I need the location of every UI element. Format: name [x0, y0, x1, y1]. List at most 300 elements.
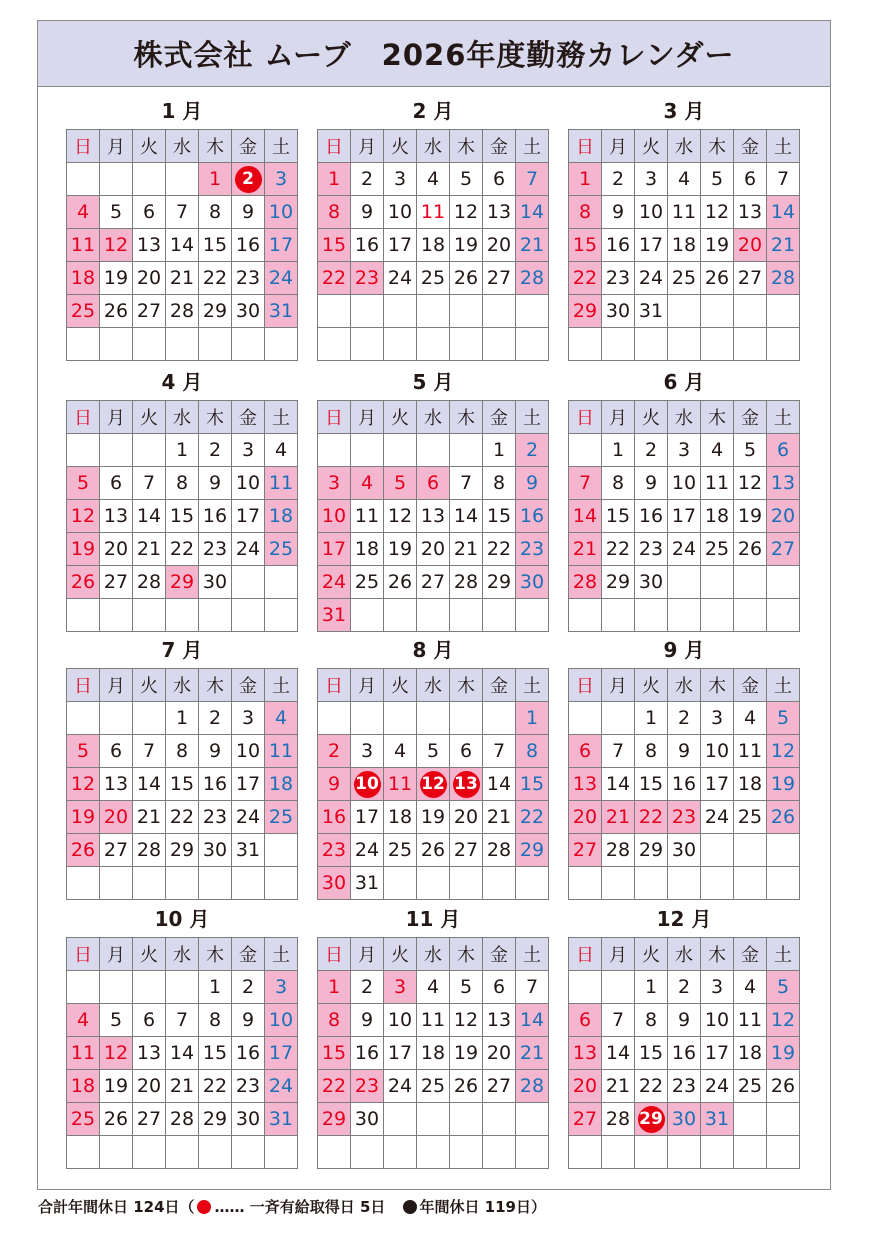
weekday-label: 木 [450, 401, 483, 434]
day-cell: 1 [483, 434, 516, 467]
day-cell: 20 [569, 1070, 602, 1103]
weekday-header-row [569, 401, 800, 434]
day-cell: 19 [67, 533, 100, 566]
weekday-label: 土 [265, 669, 298, 702]
month-grid [317, 400, 549, 632]
month-title: 9 月 [663, 638, 705, 662]
empty-cell [133, 163, 166, 196]
weekday-label: 土 [265, 401, 298, 434]
weekday-label: 水 [417, 938, 450, 971]
week-row [569, 196, 800, 229]
empty-cell [701, 599, 734, 632]
day-cell: 17 [318, 533, 351, 566]
day-cell: 6 [450, 735, 483, 768]
empty-cell [265, 1136, 298, 1169]
day-cell: 30 [668, 1103, 701, 1136]
week-row [569, 163, 800, 196]
day-cell: 28 [602, 1103, 635, 1136]
day-cell: 1 [635, 702, 668, 735]
day-cell: 19 [67, 801, 100, 834]
week-row [67, 566, 298, 599]
day-cell [417, 768, 450, 801]
week-row [318, 735, 549, 768]
weekday-label: 木 [450, 130, 483, 163]
day-cell: 4 [417, 971, 450, 1004]
day-cell: 4 [67, 196, 100, 229]
day-cell: 13 [569, 768, 602, 801]
day-cell: 23 [516, 533, 549, 566]
black-dot-icon [403, 1200, 417, 1214]
day-cell [450, 768, 483, 801]
day-cell: 15 [318, 1037, 351, 1070]
day-cell: 9 [199, 467, 232, 500]
weekday-label: 日 [67, 669, 100, 702]
day-cell: 31 [351, 867, 384, 900]
day-cell: 14 [767, 196, 800, 229]
month-title: 6 月 [663, 370, 705, 394]
empty-cell [67, 971, 100, 1004]
week-row [318, 467, 549, 500]
day-cell: 24 [318, 566, 351, 599]
day-cell: 19 [384, 533, 417, 566]
empty-cell [668, 1136, 701, 1169]
weekday-label: 金 [232, 669, 265, 702]
day-cell: 4 [417, 163, 450, 196]
day-cell: 19 [734, 500, 767, 533]
day-cell: 4 [701, 434, 734, 467]
weekday-header-row [318, 401, 549, 434]
day-cell: 28 [133, 566, 166, 599]
weekday-label: 月 [351, 669, 384, 702]
day-cell: 19 [767, 768, 800, 801]
weekday-label: 木 [450, 938, 483, 971]
weekday-label: 木 [701, 669, 734, 702]
empty-cell [516, 1103, 549, 1136]
week-row [67, 295, 298, 328]
day-cell: 30 [199, 566, 232, 599]
empty-cell [133, 328, 166, 361]
day-cell: 1 [199, 163, 232, 196]
title-bar [38, 21, 830, 87]
weekday-header-row [318, 938, 549, 971]
day-cell: 17 [668, 500, 701, 533]
day-cell: 8 [602, 467, 635, 500]
day-cell: 29 [199, 295, 232, 328]
day-cell: 24 [265, 1070, 298, 1103]
day-cell: 23 [232, 262, 265, 295]
weekday-label: 金 [734, 669, 767, 702]
week-row [569, 735, 800, 768]
day-cell: 25 [384, 834, 417, 867]
day-cell: 13 [133, 229, 166, 262]
day-cell: 2 [199, 434, 232, 467]
day-cell: 26 [450, 262, 483, 295]
weekday-label: 火 [384, 130, 417, 163]
day-cell: 25 [701, 533, 734, 566]
day-cell: 21 [516, 229, 549, 262]
empty-cell [100, 867, 133, 900]
day-cell: 7 [166, 1004, 199, 1037]
day-cell: 9 [351, 196, 384, 229]
day-cell: 9 [232, 196, 265, 229]
day-cell: 3 [318, 467, 351, 500]
empty-cell [67, 163, 100, 196]
day-cell: 13 [100, 768, 133, 801]
day-cell: 13 [483, 196, 516, 229]
day-cell: 3 [265, 971, 298, 1004]
weekday-header-row [569, 938, 800, 971]
day-cell: 31 [265, 295, 298, 328]
day-cell: 26 [100, 295, 133, 328]
empty-cell [318, 328, 351, 361]
day-cell: 31 [265, 1103, 298, 1136]
empty-cell [734, 1103, 767, 1136]
day-cell: 15 [602, 500, 635, 533]
empty-cell [318, 295, 351, 328]
weekday-label: 水 [166, 130, 199, 163]
week-row [318, 599, 549, 632]
weekday-header-row [569, 130, 800, 163]
day-cell: 27 [133, 1103, 166, 1136]
empty-cell [100, 1136, 133, 1169]
empty-cell [569, 599, 602, 632]
day-cell: 2 [668, 971, 701, 1004]
weekday-label: 月 [602, 130, 635, 163]
weekday-label: 火 [384, 401, 417, 434]
empty-cell [450, 434, 483, 467]
week-row [318, 1004, 549, 1037]
day-cell: 22 [483, 533, 516, 566]
day-cell: 31 [635, 295, 668, 328]
empty-cell [668, 328, 701, 361]
day-cell: 2 [516, 434, 549, 467]
day-cell: 30 [199, 834, 232, 867]
weekday-label: 火 [635, 401, 668, 434]
weekday-label: 火 [384, 669, 417, 702]
day-cell: 1 [635, 971, 668, 1004]
weekday-label: 土 [516, 669, 549, 702]
weekday-label: 火 [635, 130, 668, 163]
week-row [569, 434, 800, 467]
day-cell: 23 [668, 1070, 701, 1103]
day-cell: 15 [199, 229, 232, 262]
day-cell: 6 [417, 467, 450, 500]
day-cell: 15 [635, 1037, 668, 1070]
week-row [569, 971, 800, 1004]
weekday-label: 水 [417, 401, 450, 434]
weekday-label: 水 [417, 669, 450, 702]
empty-cell [602, 599, 635, 632]
day-cell: 23 [199, 801, 232, 834]
day-cell: 4 [351, 467, 384, 500]
day-cell: 4 [265, 702, 298, 735]
empty-cell [701, 295, 734, 328]
weekday-label: 土 [767, 130, 800, 163]
paid-leave-day-marker: 12 [420, 771, 447, 798]
empty-cell [767, 1136, 800, 1169]
day-cell: 26 [450, 1070, 483, 1103]
week-row [67, 599, 298, 632]
week-row [569, 867, 800, 900]
day-cell: 6 [734, 163, 767, 196]
day-cell: 10 [701, 1004, 734, 1037]
week-row [318, 971, 549, 1004]
day-cell: 8 [166, 735, 199, 768]
day-cell: 19 [450, 229, 483, 262]
weekday-label: 土 [265, 130, 298, 163]
day-cell: 7 [516, 971, 549, 1004]
day-cell: 29 [602, 566, 635, 599]
day-cell: 20 [133, 1070, 166, 1103]
week-row [67, 1037, 298, 1070]
week-row [67, 533, 298, 566]
day-cell: 23 [668, 801, 701, 834]
week-row [569, 768, 800, 801]
day-cell: 27 [483, 262, 516, 295]
day-cell: 13 [734, 196, 767, 229]
week-row [569, 599, 800, 632]
weekday-label: 水 [166, 669, 199, 702]
day-cell: 12 [67, 768, 100, 801]
day-cell: 16 [318, 801, 351, 834]
empty-cell [67, 1136, 100, 1169]
month-grid [66, 668, 298, 900]
empty-cell [384, 702, 417, 735]
weekday-header-row [67, 130, 298, 163]
day-cell: 25 [417, 1070, 450, 1103]
day-cell: 18 [734, 768, 767, 801]
empty-cell [569, 702, 602, 735]
week-row [67, 1004, 298, 1037]
day-cell: 24 [232, 801, 265, 834]
month-title: 3 月 [663, 99, 705, 123]
month-grid [317, 129, 549, 361]
weekday-label: 木 [450, 669, 483, 702]
day-cell: 22 [602, 533, 635, 566]
page-title: 株式会社 ムーブ 2026年度勤務カレンダー [133, 38, 735, 72]
week-row [67, 801, 298, 834]
day-cell: 23 [351, 262, 384, 295]
day-cell: 2 [199, 702, 232, 735]
weekday-label: 水 [668, 938, 701, 971]
day-cell: 7 [569, 467, 602, 500]
day-cell: 5 [450, 971, 483, 1004]
day-cell: 9 [602, 196, 635, 229]
week-row [569, 566, 800, 599]
day-cell: 18 [351, 533, 384, 566]
day-cell: 14 [133, 768, 166, 801]
weekday-label: 月 [602, 669, 635, 702]
empty-cell [668, 295, 701, 328]
week-row [569, 1037, 800, 1070]
day-cell: 27 [450, 834, 483, 867]
week-row [318, 500, 549, 533]
day-cell: 9 [668, 735, 701, 768]
day-cell: 21 [166, 262, 199, 295]
day-cell: 20 [133, 262, 166, 295]
day-cell: 18 [67, 262, 100, 295]
weekday-label: 木 [701, 130, 734, 163]
weekday-label: 火 [133, 938, 166, 971]
empty-cell [734, 295, 767, 328]
empty-cell [265, 834, 298, 867]
weekday-label: 月 [100, 130, 133, 163]
day-cell: 14 [516, 1004, 549, 1037]
empty-cell [318, 1136, 351, 1169]
empty-cell [67, 328, 100, 361]
day-cell: 25 [734, 801, 767, 834]
day-cell: 26 [384, 566, 417, 599]
day-cell: 24 [232, 533, 265, 566]
empty-cell [516, 328, 549, 361]
month-title: 1 月 [161, 99, 203, 123]
empty-cell [602, 702, 635, 735]
week-row [318, 196, 549, 229]
day-cell: 20 [569, 801, 602, 834]
empty-cell [734, 1136, 767, 1169]
week-row [318, 1037, 549, 1070]
day-cell: 30 [635, 566, 668, 599]
day-cell: 19 [100, 1070, 133, 1103]
day-cell: 10 [232, 735, 265, 768]
day-cell: 5 [417, 735, 450, 768]
week-row [318, 1070, 549, 1103]
empty-cell [265, 328, 298, 361]
week-row [67, 1103, 298, 1136]
day-cell: 12 [100, 1037, 133, 1070]
empty-cell [100, 328, 133, 361]
week-row [67, 467, 298, 500]
empty-cell [569, 328, 602, 361]
day-cell: 13 [133, 1037, 166, 1070]
day-cell: 28 [516, 1070, 549, 1103]
empty-cell [417, 867, 450, 900]
day-cell: 12 [450, 1004, 483, 1037]
day-cell: 20 [483, 229, 516, 262]
empty-cell [483, 599, 516, 632]
day-cell: 6 [483, 971, 516, 1004]
day-cell: 5 [767, 702, 800, 735]
week-row [318, 262, 549, 295]
day-cell: 19 [701, 229, 734, 262]
day-cell: 20 [734, 229, 767, 262]
day-cell: 2 [318, 735, 351, 768]
empty-cell [483, 867, 516, 900]
week-row [67, 971, 298, 1004]
weekday-label: 金 [232, 938, 265, 971]
weekday-label: 金 [734, 938, 767, 971]
week-row [318, 328, 549, 361]
weekday-label: 月 [351, 130, 384, 163]
week-row [318, 768, 549, 801]
empty-cell [602, 971, 635, 1004]
day-cell: 17 [265, 229, 298, 262]
day-cell: 25 [668, 262, 701, 295]
day-cell: 12 [384, 500, 417, 533]
day-cell: 5 [67, 735, 100, 768]
day-cell: 13 [767, 467, 800, 500]
empty-cell [767, 328, 800, 361]
day-cell: 20 [483, 1037, 516, 1070]
empty-cell [602, 867, 635, 900]
weekday-label: 日 [569, 669, 602, 702]
day-cell: 23 [635, 533, 668, 566]
weekday-label: 火 [133, 401, 166, 434]
day-cell: 17 [384, 1037, 417, 1070]
day-cell: 7 [602, 735, 635, 768]
empty-cell [569, 971, 602, 1004]
weekday-label: 水 [668, 130, 701, 163]
day-cell: 4 [734, 702, 767, 735]
day-cell: 14 [133, 500, 166, 533]
day-cell: 13 [483, 1004, 516, 1037]
day-cell: 3 [351, 735, 384, 768]
day-cell: 21 [569, 533, 602, 566]
empty-cell [166, 867, 199, 900]
day-cell: 11 [734, 735, 767, 768]
day-cell: 10 [668, 467, 701, 500]
day-cell: 13 [569, 1037, 602, 1070]
day-cell: 5 [67, 467, 100, 500]
month-title: 11 月 [405, 907, 461, 931]
empty-cell [450, 1136, 483, 1169]
empty-cell [384, 1103, 417, 1136]
day-cell: 6 [483, 163, 516, 196]
day-cell: 13 [417, 500, 450, 533]
day-cell: 1 [602, 434, 635, 467]
day-cell: 6 [133, 1004, 166, 1037]
day-cell: 10 [265, 196, 298, 229]
day-cell: 11 [265, 735, 298, 768]
empty-cell [417, 599, 450, 632]
day-cell: 2 [668, 702, 701, 735]
day-cell: 29 [166, 834, 199, 867]
day-cell: 1 [199, 971, 232, 1004]
week-row [67, 768, 298, 801]
month-grid [568, 937, 800, 1169]
empty-cell [516, 599, 549, 632]
day-cell: 7 [133, 735, 166, 768]
day-cell: 23 [318, 834, 351, 867]
day-cell: 23 [199, 533, 232, 566]
day-cell: 22 [635, 1070, 668, 1103]
empty-cell [166, 1136, 199, 1169]
empty-cell [734, 834, 767, 867]
day-cell: 18 [265, 768, 298, 801]
day-cell: 28 [767, 262, 800, 295]
day-cell: 3 [701, 971, 734, 1004]
day-cell: 14 [569, 500, 602, 533]
day-cell: 15 [318, 229, 351, 262]
empty-cell [232, 328, 265, 361]
month-grid [66, 400, 298, 632]
empty-cell [351, 1136, 384, 1169]
day-cell: 29 [483, 566, 516, 599]
day-cell: 16 [351, 1037, 384, 1070]
week-row [569, 801, 800, 834]
day-cell: 10 [265, 1004, 298, 1037]
empty-cell [668, 599, 701, 632]
day-cell: 30 [516, 566, 549, 599]
day-cell: 9 [635, 467, 668, 500]
weekday-label: 木 [199, 130, 232, 163]
week-row [318, 229, 549, 262]
empty-cell [384, 599, 417, 632]
empty-cell [351, 328, 384, 361]
day-cell: 21 [483, 801, 516, 834]
empty-cell [569, 867, 602, 900]
day-cell: 17 [384, 229, 417, 262]
